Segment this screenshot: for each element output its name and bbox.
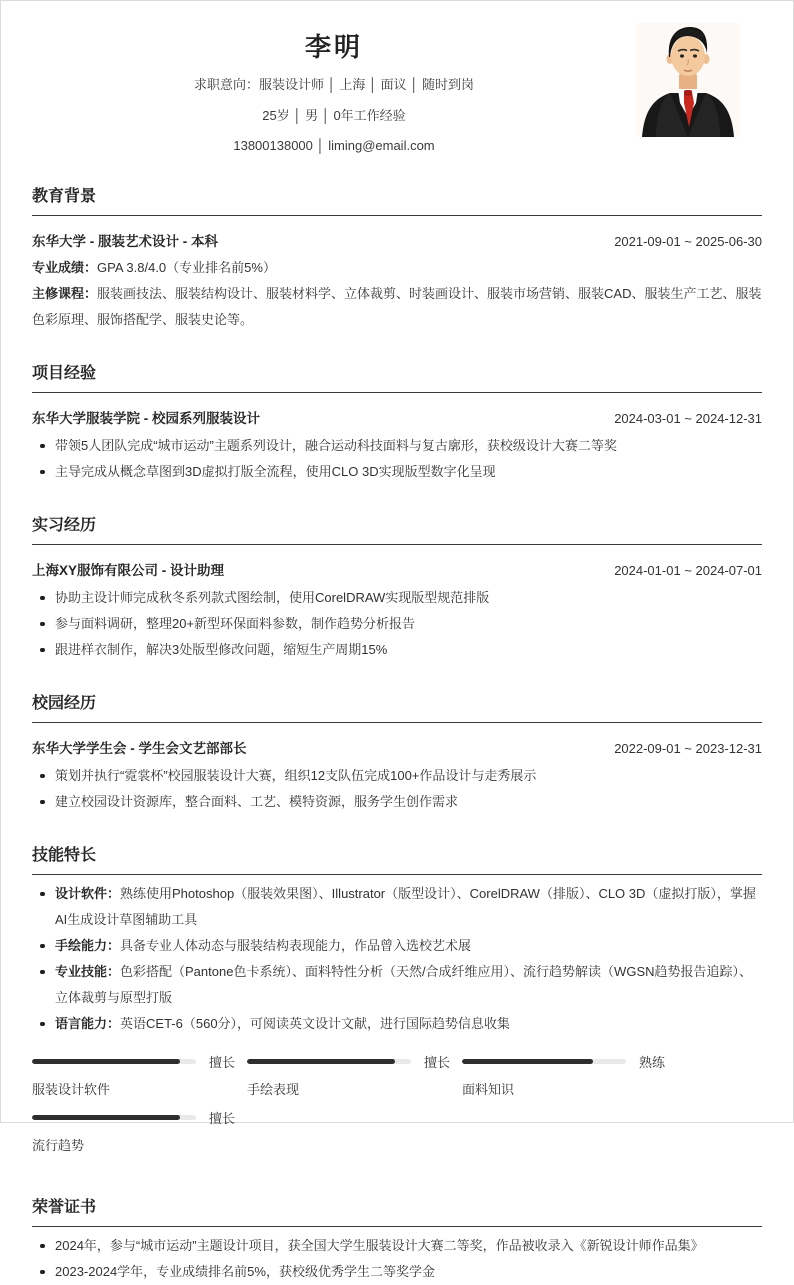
campus-bullet: 策划并执行“霓裳杯”校园服装设计大赛，组织12支队伍完成100+作品设计与走秀展示 — [32, 763, 762, 789]
resume-header — [32, 17, 762, 156]
contact-info-line: 13800138000 │ liming@email.com — [233, 138, 435, 153]
profile-photo — [636, 23, 740, 137]
section-title-honors: 荣誉证书 — [32, 1194, 762, 1227]
skill-bar-row — [32, 1055, 247, 1068]
section-education — [32, 183, 762, 333]
section-skills — [32, 842, 762, 1167]
internship-entry-title: 上海XY服饰有限公司 - 设计助理 — [32, 562, 225, 578]
skill-bullet-software — [32, 881, 762, 933]
section-title-education: 教育背景 — [32, 183, 762, 216]
education-courses-text: 服装画技法、服装结构设计、服装材料学、立体裁剪、时装画设计、服装市场营销、服装CAD、服装生产工艺、服装色彩原理、服饰搭配学、服装史论等。 — [32, 285, 762, 327]
candidate-name: 李明 — [304, 32, 363, 62]
section-title-internship: 实习经历 — [32, 512, 762, 545]
skill-bar-fill — [247, 1059, 395, 1064]
resume-page — [1, 1, 793, 1285]
education-gpa-label: 专业成绩： — [32, 259, 98, 275]
honor-bullet: 2024年，参与“城市运动”主题设计项目，获全国大学生服装设计大赛二等奖，作品被收录入《新锐设计师作品集》 — [32, 1233, 762, 1259]
skill-bar-item — [462, 1055, 677, 1098]
skill-text: 色彩搭配（Pantone色卡系统）、面料特性分析（天然/合成纤维应用）、流行趋势解读（WGSN趋势报告追踪）、立体裁剪与原型打版 — [55, 963, 753, 1005]
education-entry-header — [32, 230, 762, 250]
skills-bullets — [32, 881, 762, 1037]
internship-bullet: 跟进样衣制作，解决3处版型修改问题，缩短生产周期15% — [32, 637, 762, 663]
internship-bullet: 参与面料调研，整理20+新型环保面料参数，制作趋势分析报告 — [32, 611, 762, 637]
skill-bullet-language — [32, 1011, 762, 1037]
skill-bar-fill — [32, 1115, 180, 1120]
section-honors — [32, 1194, 762, 1285]
education-courses-line — [32, 281, 762, 333]
internship-entry-header — [32, 559, 762, 579]
campus-entry-date: 2022-09-01 ~ 2023-12-31 — [614, 740, 762, 756]
education-entry-date: 2021-09-01 ~ 2025-06-30 — [614, 233, 762, 249]
campus-entry-title: 东华大学学生会 - 学生会文艺部部长 — [32, 740, 247, 756]
skill-text: 英语CET-6（560分），可阅读英文设计文献，进行国际趋势信息收集 — [120, 1015, 511, 1031]
header-identity — [32, 17, 636, 156]
project-bullets — [32, 433, 762, 485]
education-gpa-text: GPA 3.8/4.0（专业排名前5%） — [97, 259, 276, 275]
skill-text: 具备专业人体动态与服装结构表现能力，作品曾入选校艺术展 — [120, 937, 472, 953]
project-entry-header — [32, 407, 762, 427]
skill-bar-name: 流行趋势 — [32, 1137, 85, 1153]
project-entry-title: 东华大学服装学院 - 校园系列服装设计 — [32, 410, 260, 426]
skill-bar-level: 擅长 — [424, 1054, 451, 1070]
section-title-campus: 校园经历 — [32, 690, 762, 723]
skill-bar-fill — [32, 1059, 180, 1064]
campus-entry-header — [32, 737, 762, 757]
job-intent-line: 求职意向：服装设计师 │ 上海 │ 面议 │ 随时到岗 — [193, 77, 475, 92]
section-internship — [32, 512, 762, 663]
skill-bar-level: 擅长 — [209, 1110, 236, 1126]
section-campus — [32, 690, 762, 815]
section-title-project: 项目经验 — [32, 360, 762, 393]
skill-bar-row — [32, 1111, 247, 1124]
internship-bullet: 协助主设计师完成秋冬系列款式图绘制，使用CorelDRAW实现版型规范排版 — [32, 585, 762, 611]
skill-bar-name: 服装设计软件 — [32, 1081, 111, 1097]
education-entry-title: 东华大学 - 服装艺术设计 - 本科 — [32, 233, 218, 249]
education-gpa-line — [32, 255, 762, 281]
skill-bar-track — [462, 1059, 626, 1064]
skill-label: 专业技能： — [55, 963, 121, 979]
skill-bullet-professional — [32, 959, 762, 1011]
skill-bar-level: 熟练 — [639, 1054, 666, 1070]
internship-bullets — [32, 585, 762, 663]
section-title-skills: 技能特长 — [32, 842, 762, 875]
personal-info-line: 25岁 │ 男 │ 0年工作经验 — [262, 107, 406, 123]
skill-bar-name: 面料知识 — [462, 1081, 515, 1097]
skill-bar-level: 擅长 — [209, 1054, 236, 1070]
internship-entry-date: 2024-01-01 ~ 2024-07-01 — [614, 562, 762, 578]
skill-bar-fill — [462, 1059, 593, 1064]
skill-bar-item — [32, 1111, 247, 1154]
honors-bullets — [32, 1233, 762, 1285]
skill-bar-track — [32, 1059, 196, 1064]
project-bullet: 主导完成从概念草图到3D虚拟打版全流程，使用CLO 3D实现版型数字化呈现 — [32, 459, 762, 485]
skill-bar-row — [247, 1055, 462, 1068]
honor-bullet: 2023-2024学年，专业成绩排名前5%，获校级优秀学生二等奖学金 — [32, 1259, 762, 1285]
skill-bar-track — [32, 1115, 196, 1120]
skill-bars — [32, 1055, 762, 1167]
profile-photo-illustration — [636, 23, 740, 137]
education-details — [32, 255, 762, 333]
skill-text: 熟练使用Photoshop（服装效果图）、Illustrator（版型设计）、CorelDRAW（排版）、CLO 3D（虚拟打版），掌握AI生成设计草图辅助工具 — [55, 885, 756, 927]
skill-bullet-drawing — [32, 933, 762, 959]
section-project — [32, 360, 762, 485]
skill-label: 手绘能力： — [55, 937, 121, 953]
project-bullet: 带领5人团队完成“城市运动”主题系列设计，融合运动科技面料与复古廓形，获校级设计大赛二等奖 — [32, 433, 762, 459]
education-courses-label: 主修课程： — [32, 285, 98, 301]
skill-label: 设计软件： — [55, 885, 121, 901]
skill-bar-item — [247, 1055, 462, 1098]
project-entry-date: 2024-03-01 ~ 2024-12-31 — [614, 410, 762, 426]
campus-bullet: 建立校园设计资源库，整合面料、工艺、模特资源，服务学生创作需求 — [32, 789, 762, 815]
skill-bar-row — [462, 1055, 677, 1068]
skill-bar-name: 手绘表现 — [247, 1081, 300, 1097]
skill-bar-track — [247, 1059, 411, 1064]
skill-label: 语言能力： — [55, 1015, 121, 1031]
campus-bullets — [32, 763, 762, 815]
skill-bar-item — [32, 1055, 247, 1098]
